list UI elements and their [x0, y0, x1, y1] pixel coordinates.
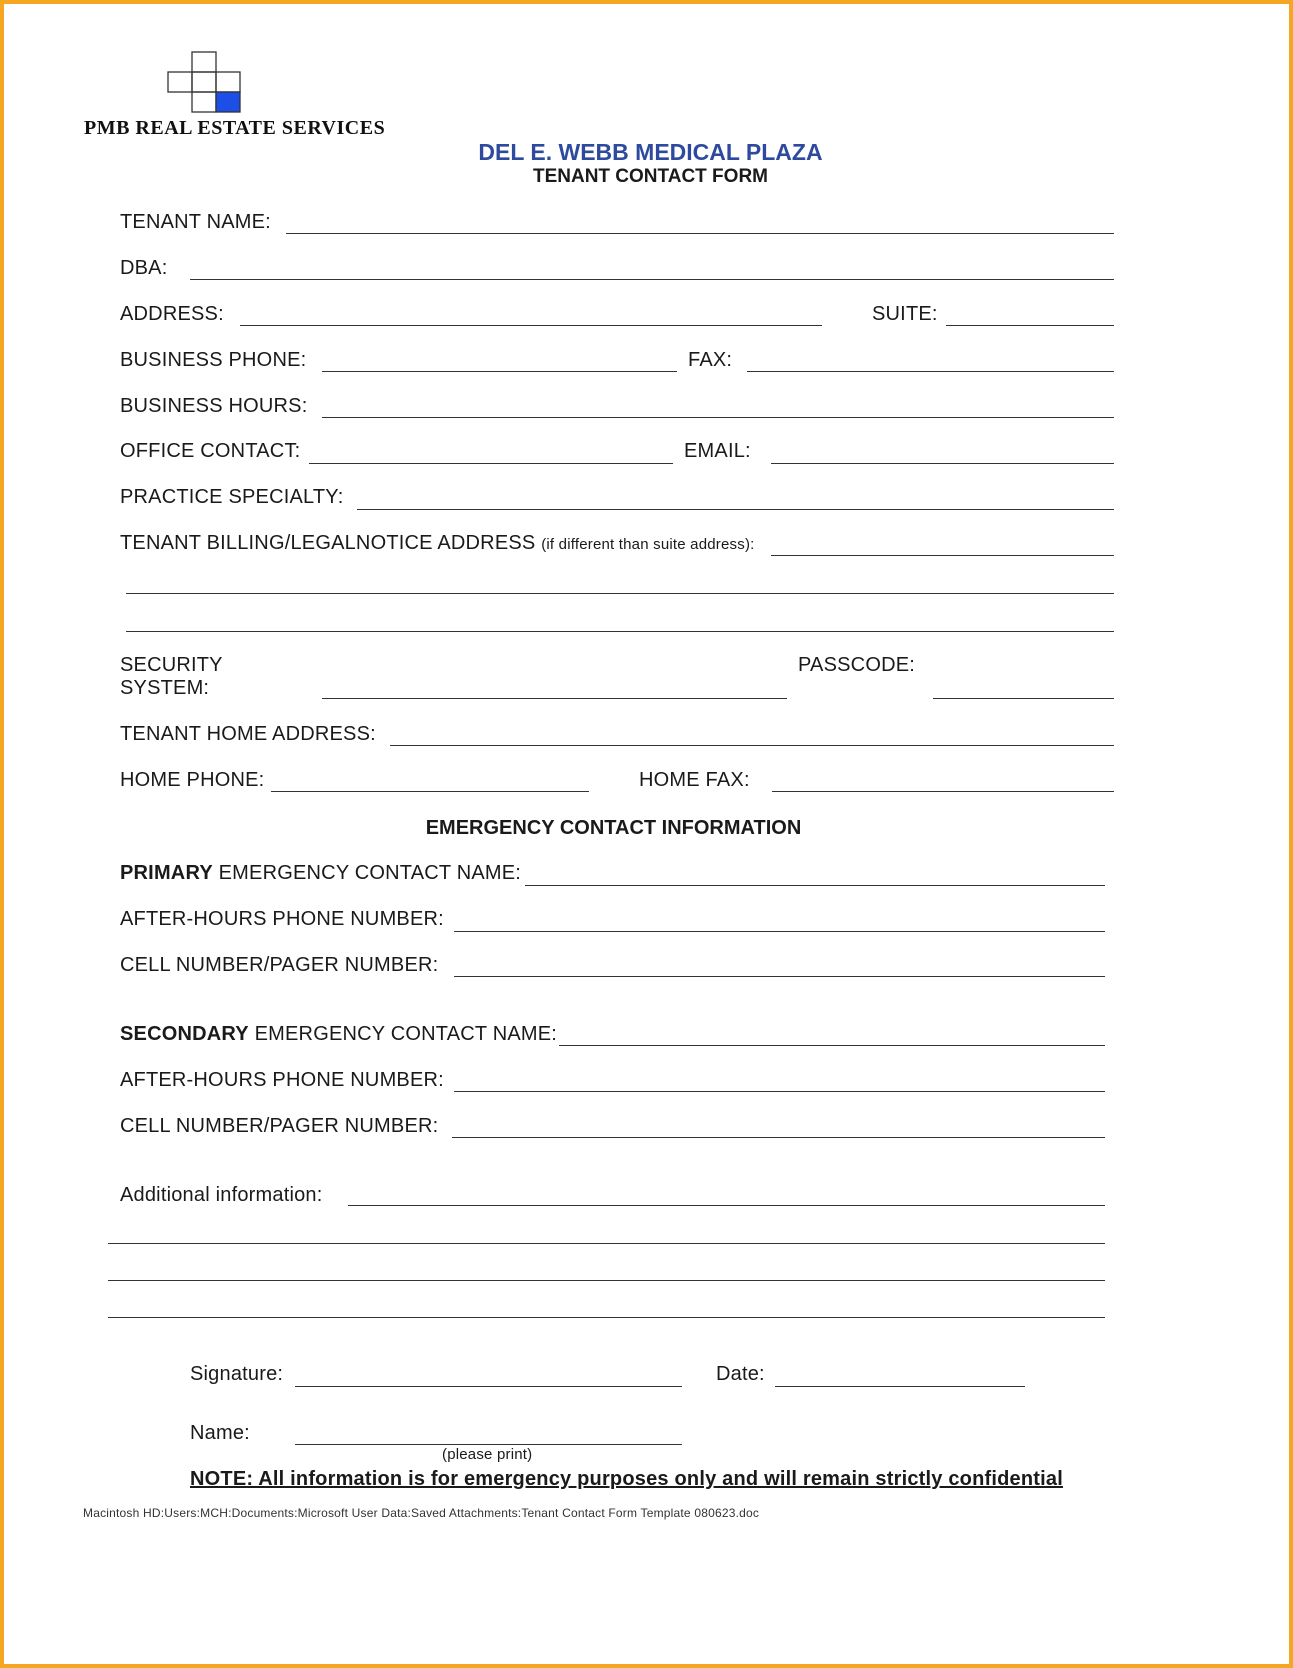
- please-print-hint: (please print): [442, 1446, 533, 1463]
- billing-address-label: [120, 532, 755, 555]
- email-field[interactable]: [771, 463, 1114, 464]
- additional-info-field[interactable]: [348, 1205, 1105, 1206]
- secondary-contact-label: [120, 1023, 557, 1046]
- passcode-label: PASSCODE:: [798, 654, 916, 676]
- billing-address-field[interactable]: [771, 555, 1114, 556]
- primary-after-hours-field[interactable]: [454, 931, 1105, 932]
- business-hours-label: BUSINESS HOURS:: [120, 395, 308, 417]
- secondary-after-hours-label: AFTER-HOURS PHONE NUMBER:: [120, 1069, 444, 1091]
- tenant-name-field[interactable]: [286, 233, 1114, 234]
- business-phone-field[interactable]: [322, 371, 677, 372]
- business-phone-label: BUSINESS PHONE:: [120, 349, 307, 371]
- billing-address-line-3[interactable]: [126, 631, 1114, 632]
- emergency-heading: EMERGENCY CONTACT INFORMATION: [425, 817, 802, 839]
- business-hours-field[interactable]: [322, 417, 1114, 418]
- secondary-rest-text: EMERGENCY CONTACT NAME:: [248, 1023, 558, 1045]
- primary-rest-text: EMERGENCY CONTACT NAME:: [212, 862, 522, 884]
- home-fax-field[interactable]: [772, 791, 1114, 792]
- billing-address-label-text: TENANT BILLING/LEGALNOTICE ADDRESS: [120, 532, 536, 554]
- additional-info-line-4[interactable]: [108, 1317, 1105, 1318]
- footer-file-path: Macintosh HD:Users:MCH:Documents:Microsoft User Data:Saved Attachments:Tenant Contact Form Template 080623.doc: [83, 1506, 760, 1520]
- tenant-name-label: TENANT NAME:: [120, 211, 271, 233]
- office-contact-label: OFFICE CONTACT:: [120, 440, 301, 462]
- name-field[interactable]: [295, 1444, 682, 1445]
- company-name: PMB REAL ESTATE SERVICES: [84, 117, 386, 139]
- primary-cell-pager-field[interactable]: [454, 976, 1105, 977]
- office-contact-field[interactable]: [309, 463, 673, 464]
- form-title: DEL E. WEBB MEDICAL PLAZA: [478, 139, 823, 165]
- suite-field[interactable]: [946, 325, 1114, 326]
- primary-cell-pager-label: CELL NUMBER/PAGER NUMBER:: [120, 954, 439, 976]
- dba-label: DBA:: [120, 257, 168, 279]
- additional-info-label: Additional information:: [120, 1184, 323, 1206]
- primary-bold-text: PRIMARY: [120, 862, 213, 884]
- additional-info-line-2[interactable]: [108, 1243, 1105, 1244]
- security-label-line2: SYSTEM:: [120, 677, 210, 699]
- secondary-contact-name-field[interactable]: [559, 1045, 1105, 1046]
- home-address-label: TENANT HOME ADDRESS:: [120, 723, 376, 745]
- primary-contact-name-field[interactable]: [525, 885, 1105, 886]
- cross-grid-logo-icon: [164, 51, 248, 115]
- name-label: Name:: [190, 1422, 250, 1444]
- additional-info-line-3[interactable]: [108, 1280, 1105, 1281]
- form-subtitle: TENANT CONTACT FORM: [532, 166, 768, 187]
- email-label: EMAIL:: [684, 440, 751, 462]
- fax-label: FAX:: [688, 349, 733, 371]
- primary-after-hours-label: AFTER-HOURS PHONE NUMBER:: [120, 908, 444, 930]
- secondary-after-hours-field[interactable]: [454, 1091, 1105, 1092]
- passcode-field[interactable]: [933, 698, 1114, 699]
- secondary-cell-pager-field[interactable]: [452, 1137, 1105, 1138]
- home-phone-field[interactable]: [271, 791, 589, 792]
- security-system-field[interactable]: [322, 698, 787, 699]
- confidentiality-note: NOTE: All information is for emergency purposes only and will remain strictly confidential: [190, 1468, 1063, 1490]
- secondary-bold-text: SECONDARY: [120, 1023, 249, 1045]
- practice-specialty-label: PRACTICE SPECIALTY:: [120, 486, 344, 508]
- signature-label: Signature:: [190, 1363, 284, 1385]
- billing-address-note: (if different than suite address):: [541, 536, 755, 553]
- primary-contact-label: [120, 862, 521, 885]
- home-phone-label: HOME PHONE:: [120, 769, 265, 791]
- practice-specialty-field[interactable]: [357, 509, 1114, 510]
- secondary-cell-pager-label: CELL NUMBER/PAGER NUMBER:: [120, 1115, 439, 1137]
- suite-label: SUITE:: [872, 303, 938, 325]
- billing-address-line-2[interactable]: [126, 593, 1114, 594]
- fax-field[interactable]: [747, 371, 1114, 372]
- address-field[interactable]: [240, 325, 822, 326]
- date-field[interactable]: [775, 1386, 1025, 1387]
- address-label: ADDRESS:: [120, 303, 224, 325]
- home-fax-label: HOME FAX:: [639, 769, 750, 791]
- date-label: Date:: [716, 1363, 765, 1385]
- home-address-field[interactable]: [390, 745, 1114, 746]
- security-label-line1: SECURITY: [120, 654, 223, 676]
- dba-field[interactable]: [190, 279, 1114, 280]
- signature-field[interactable]: [295, 1386, 682, 1387]
